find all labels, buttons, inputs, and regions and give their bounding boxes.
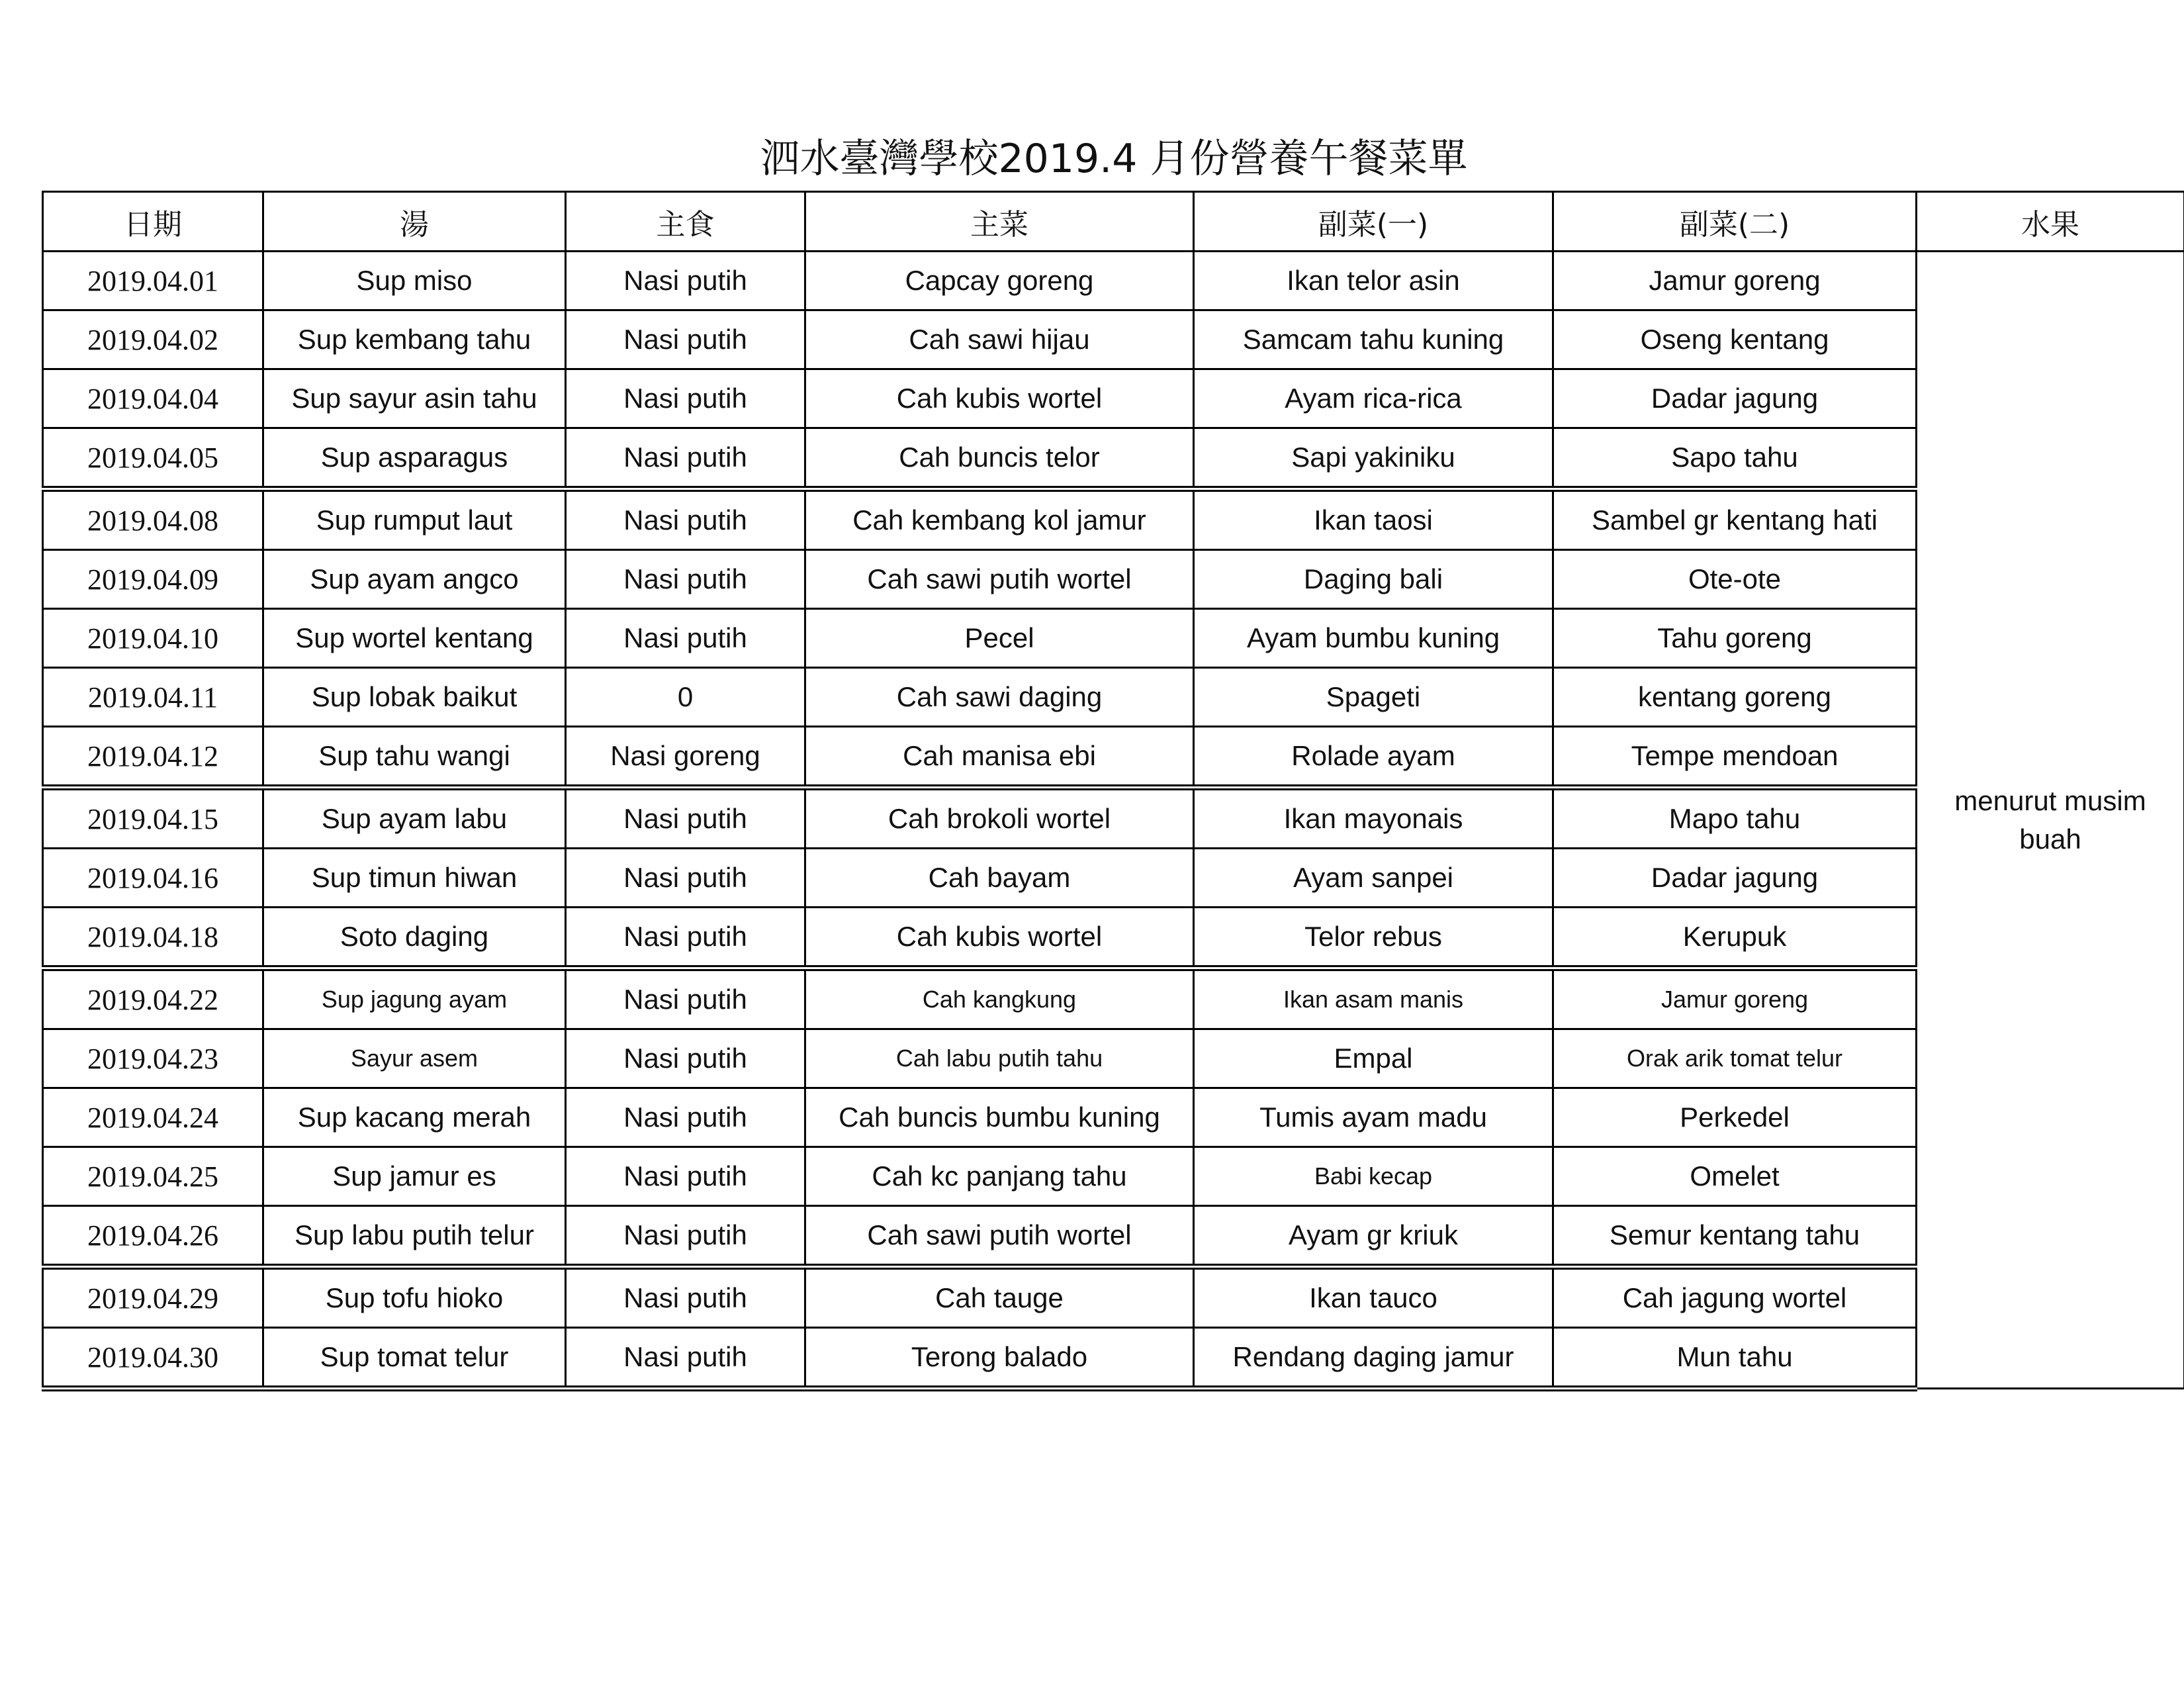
side-dish-2-cell: kentang goreng <box>1553 668 1917 727</box>
side-dish-1-cell: Spageti <box>1194 668 1553 727</box>
date-cell: 2019.04.08 <box>43 489 263 550</box>
date-cell: 2019.04.24 <box>43 1088 263 1147</box>
header-staple: 主食 <box>566 192 805 252</box>
staple-cell: Nasi putih <box>566 849 805 908</box>
side-dish-1-cell: Ikan mayonais <box>1194 788 1553 849</box>
side-dish-1-cell: Rolade ayam <box>1194 727 1553 788</box>
side-dish-1-cell: Ikan tauco <box>1194 1267 1553 1328</box>
side-dish-2-cell: Sambel gr kentang hati <box>1553 489 1917 550</box>
side-dish-2-cell: Tahu goreng <box>1553 609 1917 668</box>
side-dish-1-cell: Sapi yakiniku <box>1194 428 1553 489</box>
soup-cell: Sup wortel kentang <box>263 609 566 668</box>
main-dish-cell: Cah buncis telor <box>805 428 1194 489</box>
staple-cell: Nasi putih <box>566 252 805 310</box>
staple-cell: Nasi goreng <box>566 727 805 788</box>
header-main-dish: 主菜 <box>805 192 1194 252</box>
soup-cell: Sup asparagus <box>263 428 566 489</box>
side-dish-2-cell: Jamur goreng <box>1553 252 1917 310</box>
date-cell: 2019.04.12 <box>43 727 263 788</box>
soup-cell: Sup tofu hioko <box>263 1267 566 1328</box>
staple-cell: Nasi putih <box>566 1088 805 1147</box>
main-dish-cell: Cah kangkung <box>805 968 1194 1029</box>
main-dish-cell: Cah brokoli wortel <box>805 788 1194 849</box>
table-row <box>43 1206 2184 1267</box>
staple-cell: 0 <box>566 668 805 727</box>
staple-cell: Nasi putih <box>566 908 805 968</box>
staple-cell: Nasi putih <box>566 1267 805 1328</box>
main-dish-cell: Cah bayam <box>805 849 1194 908</box>
soup-cell: Sayur asem <box>263 1029 566 1088</box>
side-dish-2-cell: Jamur goreng <box>1553 968 1917 1029</box>
side-dish-2-cell: Orak arik tomat telur <box>1553 1029 1917 1088</box>
date-cell: 2019.04.16 <box>43 849 263 908</box>
staple-cell: Nasi putih <box>566 369 805 428</box>
side-dish-2-cell: Kerupuk <box>1553 908 1917 968</box>
main-dish-cell: Cah sawi putih wortel <box>805 550 1194 609</box>
table-row <box>43 369 2184 428</box>
date-cell: 2019.04.30 <box>43 1328 263 1389</box>
header-date: 日期 <box>43 192 263 252</box>
date-cell: 2019.04.09 <box>43 550 263 609</box>
soup-cell: Sup sayur asin tahu <box>263 369 566 428</box>
main-dish-cell: Cah sawi daging <box>805 668 1194 727</box>
main-dish-cell: Pecel <box>805 609 1194 668</box>
soup-cell: Sup jamur es <box>263 1147 566 1206</box>
soup-cell: Sup ayam labu <box>263 788 566 849</box>
table-row <box>43 788 2184 849</box>
page-title: 泗水臺灣學校2019.4 月份營養午餐菜單 <box>760 136 1468 182</box>
staple-cell: Nasi putih <box>566 1206 805 1267</box>
header-side-dish-1: 副菜(一) <box>1194 192 1553 252</box>
table-row <box>43 1147 2184 1206</box>
soup-cell: Soto daging <box>263 908 566 968</box>
staple-cell: Nasi putih <box>566 550 805 609</box>
side-dish-1-cell: Empal <box>1194 1029 1553 1088</box>
soup-cell: Sup rumput laut <box>263 489 566 550</box>
side-dish-2-cell: Tempe mendoan <box>1553 727 1917 788</box>
date-cell: 2019.04.10 <box>43 609 263 668</box>
side-dish-1-cell: Ikan asam manis <box>1194 968 1553 1029</box>
date-cell: 2019.04.25 <box>43 1147 263 1206</box>
side-dish-2-cell: Semur kentang tahu <box>1553 1206 1917 1267</box>
side-dish-2-cell: Omelet <box>1553 1147 1917 1206</box>
date-cell: 2019.04.18 <box>43 908 263 968</box>
side-dish-1-cell: Ayam gr kriuk <box>1194 1206 1553 1267</box>
date-cell: 2019.04.02 <box>43 310 263 369</box>
side-dish-2-cell: Mun tahu <box>1553 1328 1917 1389</box>
side-dish-1-cell: Daging bali <box>1194 550 1553 609</box>
main-dish-cell: Cah kembang kol jamur <box>805 489 1194 550</box>
side-dish-1-cell: Ikan telor asin <box>1194 252 1553 310</box>
table-row <box>43 1267 2184 1328</box>
main-dish-cell: Cah sawi putih wortel <box>805 1206 1194 1267</box>
date-cell: 2019.04.26 <box>43 1206 263 1267</box>
side-dish-1-cell: Ayam bumbu kuning <box>1194 609 1553 668</box>
staple-cell: Nasi putih <box>566 1029 805 1088</box>
side-dish-1-cell: Rendang daging jamur <box>1194 1328 1553 1389</box>
soup-cell: Sup kembang tahu <box>263 310 566 369</box>
main-dish-cell: Terong balado <box>805 1328 1194 1389</box>
side-dish-2-cell: Cah jagung wortel <box>1553 1267 1917 1328</box>
side-dish-2-cell: Oseng kentang <box>1553 310 1917 369</box>
table-row <box>43 550 2184 609</box>
main-dish-cell: Cah kubis wortel <box>805 369 1194 428</box>
staple-cell: Nasi putih <box>566 1328 805 1389</box>
side-dish-1-cell: Samcam tahu kuning <box>1194 310 1553 369</box>
side-dish-1-cell: Ikan taosi <box>1194 489 1553 550</box>
menu-body <box>43 252 2184 1389</box>
date-cell: 2019.04.05 <box>43 428 263 489</box>
soup-cell: Sup labu putih telur <box>263 1206 566 1267</box>
side-dish-1-cell: Tumis ayam madu <box>1194 1088 1553 1147</box>
main-dish-cell: Capcay goreng <box>805 252 1194 310</box>
staple-cell: Nasi putih <box>566 428 805 489</box>
soup-cell: Sup kacang merah <box>263 1088 566 1147</box>
side-dish-1-cell: Ayam sanpei <box>1194 849 1553 908</box>
header-fruit: 水果 <box>1917 192 2184 252</box>
table-row <box>43 968 2184 1029</box>
side-dish-1-cell: Telor rebus <box>1194 908 1553 968</box>
date-cell: 2019.04.04 <box>43 369 263 428</box>
staple-cell: Nasi putih <box>566 310 805 369</box>
soup-cell: Sup tomat telur <box>263 1328 566 1389</box>
side-dish-1-cell: Ayam rica-rica <box>1194 369 1553 428</box>
soup-cell: Sup timun hiwan <box>263 849 566 908</box>
staple-cell: Nasi putih <box>566 968 805 1029</box>
soup-cell: Sup miso <box>263 252 566 310</box>
main-dish-cell: Cah kc panjang tahu <box>805 1147 1194 1206</box>
table-row <box>43 1029 2184 1088</box>
table-row <box>43 668 2184 727</box>
main-dish-cell: Cah sawi hijau <box>805 310 1194 369</box>
table-row <box>43 849 2184 908</box>
main-dish-cell: Cah tauge <box>805 1267 1194 1328</box>
side-dish-2-cell: Ote-ote <box>1553 550 1917 609</box>
date-cell: 2019.04.29 <box>43 1267 263 1328</box>
soup-cell: Sup tahu wangi <box>263 727 566 788</box>
side-dish-2-cell: Dadar jagung <box>1553 369 1917 428</box>
soup-cell: Sup jagung ayam <box>263 968 566 1029</box>
table-row <box>43 252 2184 310</box>
side-dish-2-cell: Perkedel <box>1553 1088 1917 1147</box>
header-soup: 湯 <box>263 192 566 252</box>
main-dish-cell: Cah manisa ebi <box>805 727 1194 788</box>
header-side-dish-2: 副菜(二) <box>1553 192 1917 252</box>
date-cell: 2019.04.11 <box>43 668 263 727</box>
date-cell: 2019.04.23 <box>43 1029 263 1088</box>
table-row <box>43 908 2184 968</box>
soup-cell: Sup lobak baikut <box>263 668 566 727</box>
table-row <box>43 1088 2184 1147</box>
table-row <box>43 489 2184 550</box>
staple-cell: Nasi putih <box>566 1147 805 1206</box>
main-dish-cell: Cah labu putih tahu <box>805 1029 1194 1088</box>
staple-cell: Nasi putih <box>566 609 805 668</box>
main-dish-cell: Cah kubis wortel <box>805 908 1194 968</box>
table-row <box>43 1328 2184 1389</box>
date-cell: 2019.04.01 <box>43 252 263 310</box>
date-cell: 2019.04.15 <box>43 788 263 849</box>
main-dish-cell: Cah buncis bumbu kuning <box>805 1088 1194 1147</box>
table-row <box>43 609 2184 668</box>
fruit-note-cell: menurut musim buah <box>1917 252 2184 1389</box>
side-dish-1-cell: Babi kecap <box>1194 1147 1553 1206</box>
staple-cell: Nasi putih <box>566 489 805 550</box>
header-row <box>43 192 2184 252</box>
table-row <box>43 428 2184 489</box>
side-dish-2-cell: Sapo tahu <box>1553 428 1917 489</box>
soup-cell: Sup ayam angco <box>263 550 566 609</box>
side-dish-2-cell: Mapo tahu <box>1553 788 1917 849</box>
date-cell: 2019.04.22 <box>43 968 263 1029</box>
lunch-menu-table <box>42 191 2184 1391</box>
table-row <box>43 727 2184 788</box>
staple-cell: Nasi putih <box>566 788 805 849</box>
side-dish-2-cell: Dadar jagung <box>1553 849 1917 908</box>
table-row <box>43 310 2184 369</box>
